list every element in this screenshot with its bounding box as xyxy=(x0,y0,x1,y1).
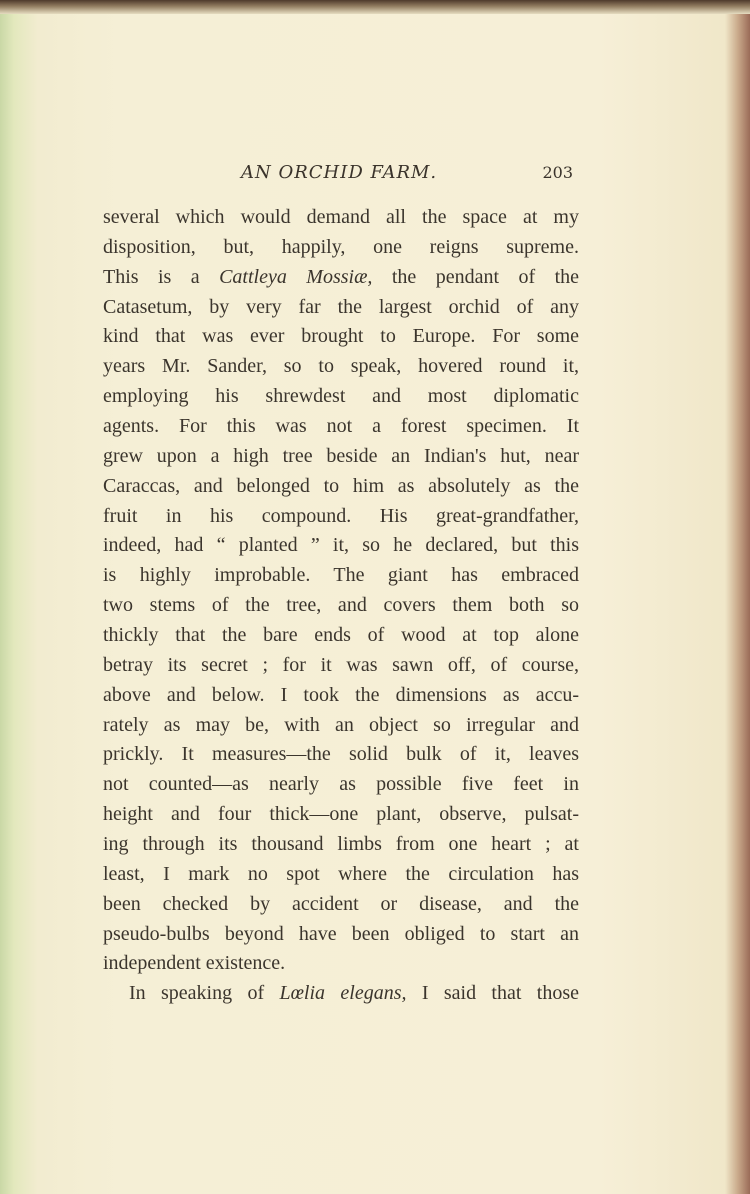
running-head xyxy=(103,160,575,190)
text-line: thickly that the bare ends of wood at top alone xyxy=(103,624,579,647)
text-line: least, I mark no spot where the circulation has xyxy=(103,862,579,885)
text-line: agents. For this was not a forest specimen. It xyxy=(103,415,579,438)
italic-species-name: Cattleya Mossiæ, xyxy=(219,265,373,288)
text-line: been checked by accident or disease, and the xyxy=(103,892,579,915)
text-run: the pendant of the xyxy=(372,265,580,288)
text-line: kind that was ever brought to Europe. For some xyxy=(103,325,579,348)
text-line: above and below. I took the dimensions as accu- xyxy=(103,683,579,706)
text-line: rately as may be, with an object so irregular and xyxy=(103,713,579,736)
text-line-paragraph-end: independent existence. xyxy=(103,952,286,975)
text-line: Catasetum, by very far the largest orchid of any xyxy=(103,295,579,318)
text-line: ing through its thousand limbs from one heart ; at xyxy=(103,833,579,856)
text-line: years Mr. Sander, so to speak, hovered round it, xyxy=(103,355,579,378)
text-run: This is a xyxy=(103,265,220,288)
running-title: AN ORCHID FARM. xyxy=(241,162,438,183)
page-top-edge xyxy=(0,0,750,14)
text-run: I said that those xyxy=(406,982,579,1005)
text-line: pseudo-bulbs beyond have been obliged to start an xyxy=(103,922,579,945)
text-line: prickly. It measures—the solid bulk of it, leaves xyxy=(103,743,579,766)
text-line-paragraph-start xyxy=(103,979,579,1009)
text-line: employing his shrewdest and most diplomatic xyxy=(103,385,579,408)
text-line: is highly improbable. The giant has embraced xyxy=(103,564,579,587)
italic-species-name: Lœlia elegans, xyxy=(279,982,407,1005)
text-run: In speaking of xyxy=(129,982,280,1005)
text-line: grew upon a high tree beside an Indian's hut, near xyxy=(103,444,579,467)
text-line: betray its secret ; for it was sawn off, of course, xyxy=(103,653,579,676)
body-text xyxy=(103,203,579,1009)
text-line: not counted—as nearly as possible five feet in xyxy=(103,773,579,796)
text-line: fruit in his compound. His great-grandfather, xyxy=(103,504,579,527)
text-line: several which would demand all the space at my xyxy=(103,206,579,228)
page-number: 203 xyxy=(542,163,573,182)
text-line: two stems of the tree, and covers them both so xyxy=(103,594,579,617)
text-line: indeed, had “ planted ” it, so he declared, but this xyxy=(103,534,579,557)
text-line: height and four thick—one plant, observe, pulsat- xyxy=(103,803,579,826)
text-line: disposition, but, happily, one reigns supreme. xyxy=(103,235,579,258)
text-line: Caraccas, and belonged to him as absolutely as the xyxy=(103,474,579,497)
text-line xyxy=(103,263,579,293)
